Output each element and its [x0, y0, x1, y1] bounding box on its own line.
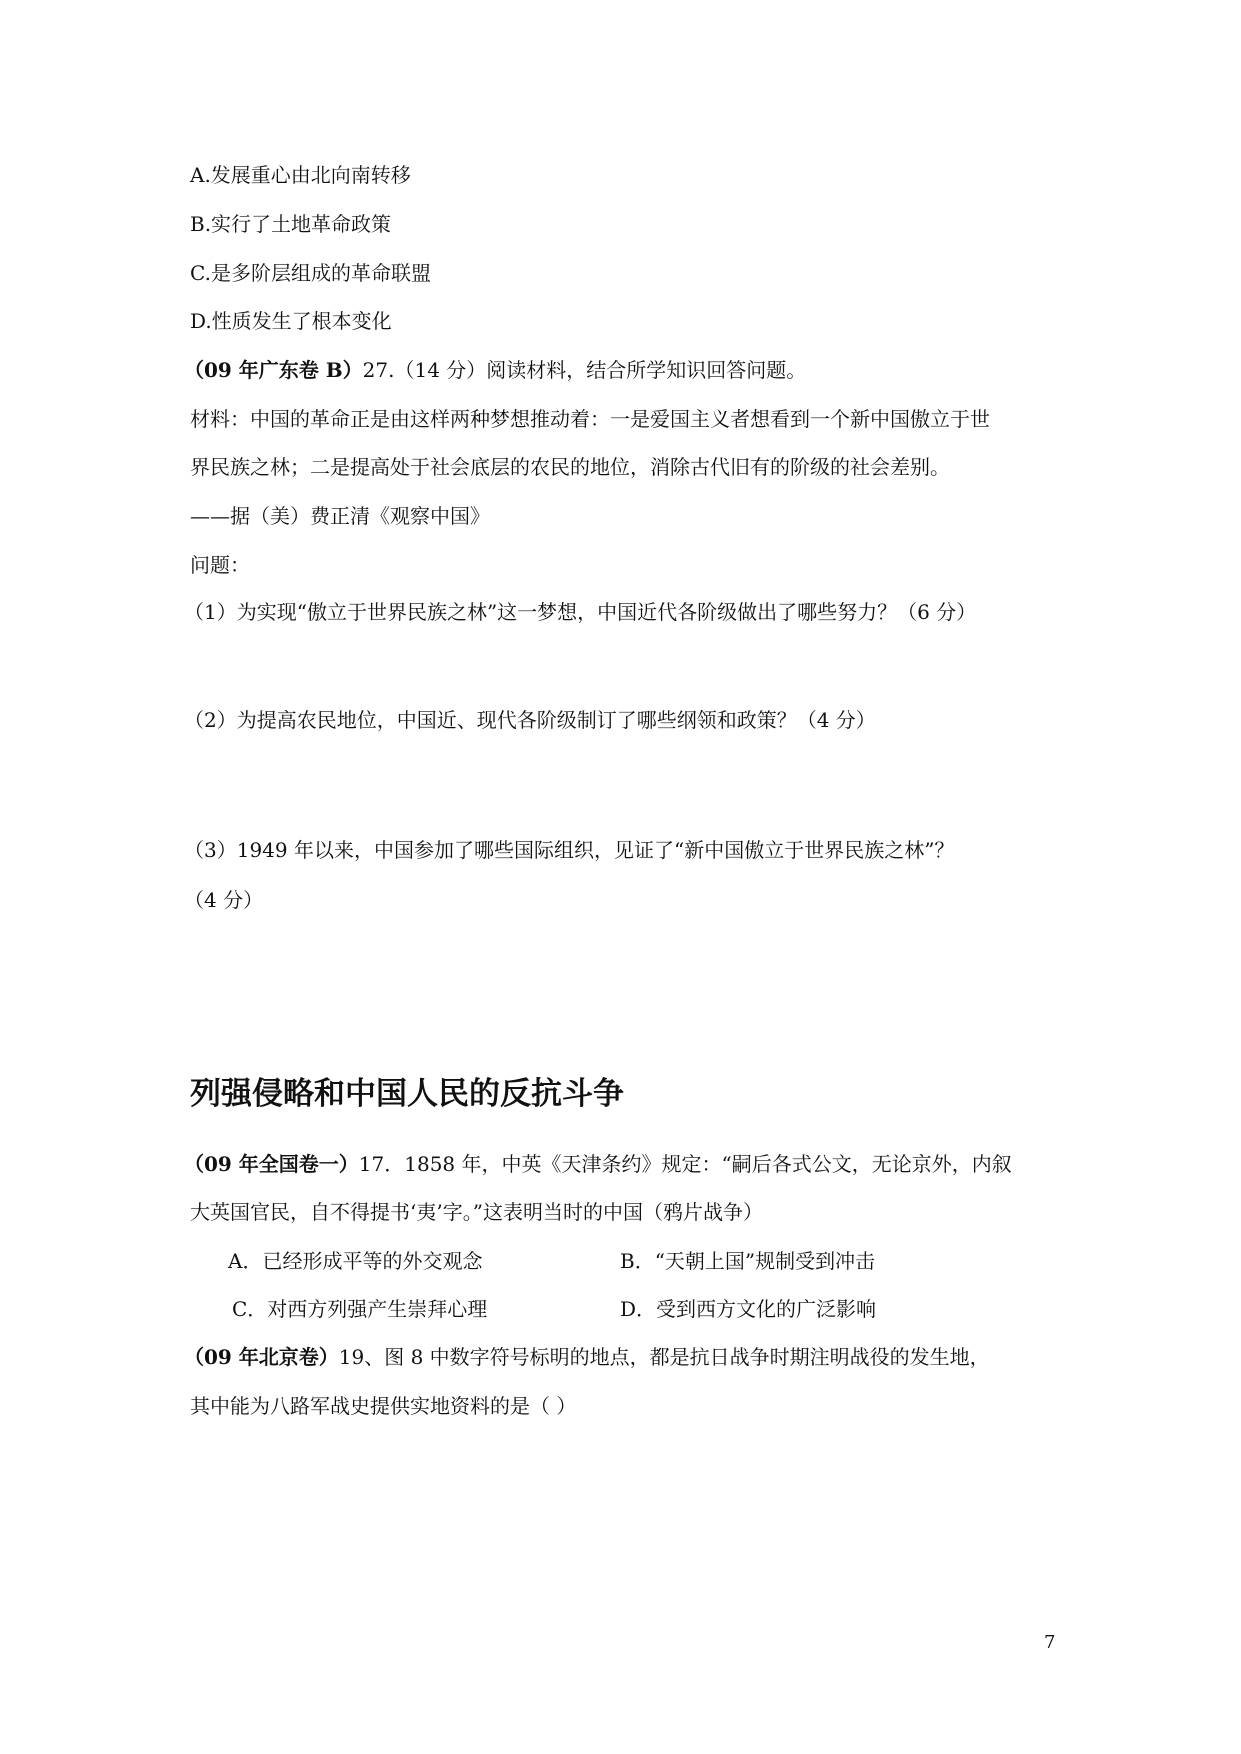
- sub-question-3-line-1: （3）1949 年以来，中国参加了哪些国际组织，见证了“新中国傲立于世界民族之林”？: [184, 838, 955, 862]
- question-17-option-d: D．受到西方文化的广泛影响: [620, 1297, 877, 1321]
- question-27-stem: [184, 356, 806, 384]
- question-19-line-2: 其中能为八路军战史提供实地资料的是（ ）: [190, 1394, 577, 1418]
- material-citation: ——据（美）费正清《观察中国》: [190, 504, 490, 528]
- sub-question-2: （2）为提高农民地位，中国近、现代各阶级制订了哪些纲领和政策？（4 分）: [184, 708, 876, 732]
- question-17-source: （09 年全国卷一）: [184, 1152, 359, 1176]
- question-27-source: （09 年广东卷 B）: [184, 358, 363, 382]
- question-17-text: 17．1858 年，中英《天津条约》规定：“嗣后各式公文，无论京外，内叙: [358, 1152, 1012, 1176]
- sub-question-3-line-2: （4 分）: [184, 888, 264, 912]
- question-19-source: （09 年北京卷）: [184, 1345, 339, 1369]
- section-heading: 列强侵略和中国人民的反抗斗争: [190, 1076, 624, 1112]
- question-17-option-b: B．“天朝上国”规制受到冲击: [620, 1249, 876, 1273]
- page-number: 7: [1044, 1632, 1056, 1653]
- question-27-text: 27.（14 分）阅读材料，结合所学知识回答问题。: [362, 358, 807, 382]
- question-19-stem: [184, 1343, 990, 1371]
- option-d: D.性质发生了根本变化: [190, 309, 392, 333]
- question-19-text: 19、图 8 中数字符号标明的地点，都是抗日战争时期注明战役的发生地，: [338, 1345, 990, 1369]
- question-17-option-a: A．已经形成平等的外交观念: [228, 1249, 483, 1273]
- question-17-stem: [184, 1150, 1012, 1178]
- material-line-1: 材料：中国的革命正是由这样两种梦想推动着：一是爱国主义者想看到一个新中国傲立于世: [190, 407, 990, 431]
- material-line-2: 界民族之林；二是提高处于社会底层的农民的地位，消除古代旧有的阶级的社会差别。: [190, 455, 950, 479]
- option-a: A.发展重心由北向南转移: [190, 163, 411, 187]
- question-17-line-2: 大英国官民，自不得提书‘夷’字。”这表明当时的中国（鸦片战争）: [190, 1200, 763, 1224]
- questions-label: 问题：: [190, 553, 250, 577]
- sub-question-1: （1）为实现“傲立于世界民族之林”这一梦想，中国近代各阶级做出了哪些努力？（6 分）: [184, 600, 977, 624]
- option-c: C.是多阶层组成的革命联盟: [190, 261, 431, 285]
- option-b: B.实行了土地革命政策: [190, 212, 392, 236]
- question-17-option-c: C．对西方列强产生崇拜心理: [232, 1297, 488, 1321]
